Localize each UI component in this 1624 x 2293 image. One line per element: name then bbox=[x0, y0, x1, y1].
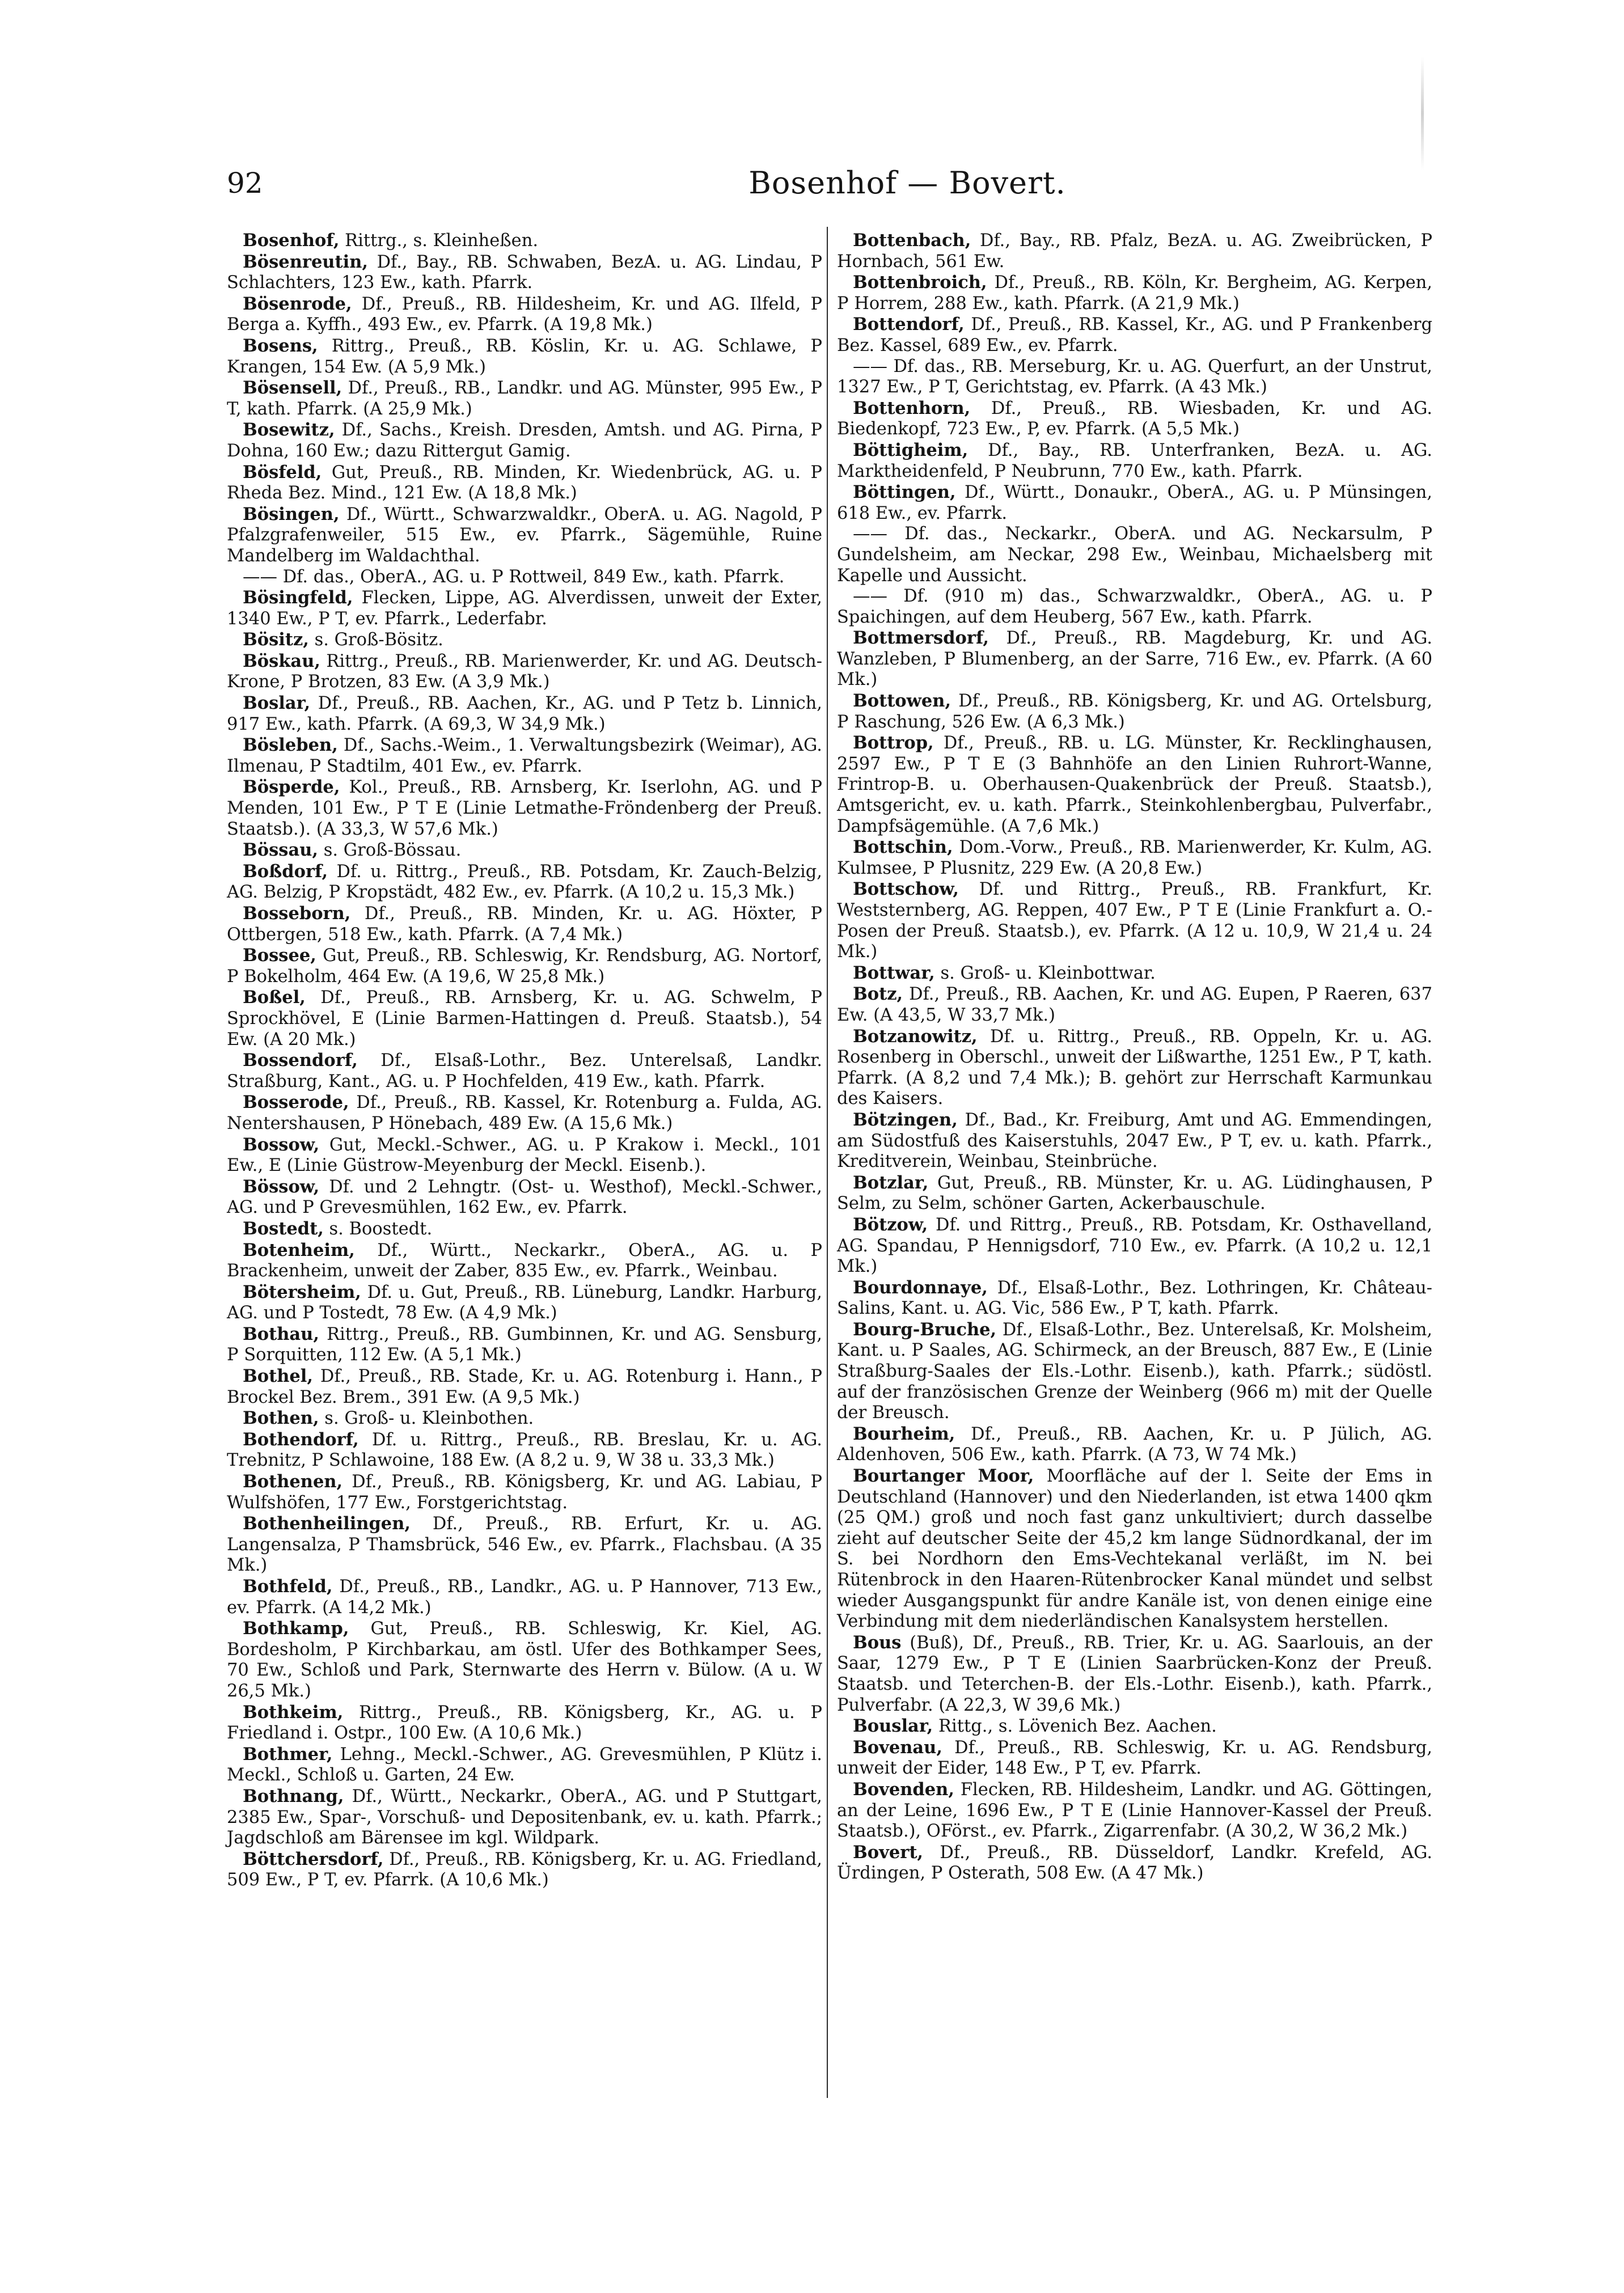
gazetteer-entry bbox=[837, 1277, 1432, 1319]
column-divider bbox=[827, 227, 828, 2098]
entry-headword: Bösleben, bbox=[243, 735, 338, 756]
entry-headword: Bourdonnaye, bbox=[853, 1277, 988, 1298]
gazetteer-entry bbox=[227, 1050, 822, 1092]
gazetteer-entry bbox=[227, 378, 822, 420]
entry-text: —— Df. das., OberA., AG. u. P Rottweil, 849 Ew., kath. Pfarrk. bbox=[243, 566, 785, 587]
gazetteer-entry bbox=[227, 629, 822, 651]
entry-text: Dom.-Vorw., Preuß., RB. Marienwerder, Kr. Kulm, AG. Kulmsee, P Plusnitz, 229 Ew. (A 20,8 Ew.) bbox=[837, 837, 1432, 878]
entry-text: s. Groß- u. Kleinbothen. bbox=[319, 1408, 534, 1429]
entry-headword: Bosewitz, bbox=[243, 420, 335, 441]
entry-text: Rittrg., s. Kleinheßen. bbox=[339, 231, 539, 251]
entry-text: Df., Bay., RB. Pfalz, BezA. u. AG. Zweibrücken, P Hornbach, 561 Ew. bbox=[837, 231, 1432, 272]
entry-text: Df., Elsaß-Lothr., Bez. Unterelsaß, Kr. Molsheim, Kant. u. P Saales, AG. Schirmeck, an der Breusch, 887 Ew., E (Linie Straßburg-Saales der Els.-Lothr. Eisenb.), kath. Pfarrk.; südöstl. auf der französischen Grenze der Weinberg (966 m) mit der Quelle der Breusch. bbox=[837, 1319, 1432, 1423]
entry-text: Df., Preuß., RB. Wiesbaden, Kr. und AG. Biedenkopf, 723 Ew., P, ev. Pfarrk. (A 5,5 Mk.) bbox=[837, 398, 1432, 439]
entry-text: Df., Preuß., RB. Minden, Kr. u. AG. Höxter, P Ottbergen, 518 Ew., kath. Pfarrk. (A 7,4 Mk.) bbox=[227, 904, 822, 945]
gazetteer-entry bbox=[227, 504, 822, 567]
entry-text: Df., Preuß., RB. Aachen, Kr., AG. und P Tetz b. Linnich, 917 Ew., kath. Pfarrk. (A 69,3, W 34,9 Mk.) bbox=[227, 693, 822, 734]
entry-headword: Bosens, bbox=[243, 335, 318, 356]
entry-text: Df., Preuß., RB. Königsberg, Kr. und AG. Labiau, P Wulfshöfen, 177 Ew., Forstgerichtstag. bbox=[227, 1472, 822, 1513]
entry-text: (Buß), Df., Preuß., RB. Trier, Kr. u. AG. Saarlouis, an der Saar, 1279 Ew., P T E (Linien Saarbrücken-Konz der Preuß. Staatsb. und Teterchen-B. der Els.-Lothr. Eisenb.), kath. Pfarrk., Pulverfabr. (A 22,3, W 39,6 Mk.) bbox=[837, 1632, 1432, 1715]
entry-text: Df., Preuß., RB., Landkr. und AG. Münster, 995 Ew., P T, kath. Pfarrk. (A 25,9 Mk.) bbox=[227, 378, 822, 419]
entry-text: Lehng., Meckl.-Schwer., AG. Grevesmühlen, P Klütz i. Meckl., Schloß u. Garten, 24 Ew. bbox=[227, 1744, 822, 1786]
right-column bbox=[837, 230, 1432, 1884]
entry-headword: Bovenden, bbox=[853, 1779, 954, 1800]
entry-text: Df., Preuß., RB. Königsberg, Kr. und AG. Ortelsburg, P Raschung, 526 Ew. (A 6,3 Mk.) bbox=[837, 691, 1432, 732]
entry-headword: Bosenhof, bbox=[243, 230, 340, 251]
gazetteer-entry bbox=[837, 879, 1432, 962]
entry-text: Df., Preuß., RB. Hildesheim, Kr. und AG. Ilfeld, P Berga a. Kyffh., 493 Ew., ev. Pfarrk. (A 19,8 Mk.) bbox=[227, 294, 822, 335]
entry-text: Df., Elsaß-Lothr., Bez. Unterelsaß, Landkr. Straßburg, Kant., AG. u. P Hochfelden, 419 Ew., kath. Pfarrk. bbox=[227, 1051, 822, 1091]
entry-headword: Bössau, bbox=[243, 840, 319, 861]
gazetteer-entry bbox=[227, 1092, 822, 1134]
left-column bbox=[227, 230, 822, 1891]
entry-headword: Bothel, bbox=[243, 1366, 313, 1387]
entry-headword: Bothenen, bbox=[243, 1471, 343, 1492]
gazetteer-entry bbox=[837, 628, 1432, 691]
gazetteer-entry bbox=[227, 945, 822, 987]
entry-text: s. Groß-Bösitz. bbox=[308, 630, 443, 650]
entry-headword: Bothendorf, bbox=[243, 1429, 359, 1450]
entry-headword: Bovenau, bbox=[853, 1737, 942, 1758]
gazetteer-entry bbox=[837, 314, 1432, 356]
entry-text: Df., Preuß., RB. Aachen, Kr. u. P Jülich, AG. Aldenhoven, 506 Ew., kath. Pfarrk. (A 73, W 74 Mk.) bbox=[837, 1424, 1432, 1465]
entry-headword: Bössow, bbox=[243, 1176, 320, 1197]
gazetteer-entry bbox=[227, 987, 822, 1050]
gazetteer-entry bbox=[837, 586, 1432, 628]
entry-text: Df., Preuß., RB. Magdeburg, Kr. und AG. Wanzleben, P Blumenberg, an der Sarre, 716 Ew., ev. Pfarrk. (A 60 Mk.) bbox=[837, 628, 1432, 690]
entry-headword: Bötzow, bbox=[853, 1214, 928, 1235]
entry-headword: Bouslar, bbox=[853, 1716, 933, 1737]
entry-headword: Bösingen, bbox=[243, 504, 340, 524]
entry-headword: Bötzingen, bbox=[853, 1109, 958, 1130]
gazetteer-entry bbox=[227, 1282, 822, 1324]
entry-headword: Bottenhorn, bbox=[853, 397, 971, 418]
gazetteer-entry bbox=[837, 482, 1432, 524]
gazetteer-entry bbox=[837, 1632, 1432, 1716]
entry-text: Df., Bay., RB. Unterfranken, BezA. u. AG. Marktheidenfeld, P Neubrunn, 770 Ew., kath. Pfarrk. bbox=[837, 440, 1432, 481]
gazetteer-entry bbox=[227, 462, 822, 504]
entry-text: Df. und 2 Lehngtr. (Ost- u. Westhof), Meckl.-Schwer., AG. und P Grevesmühlen, 162 Ew., ev. Pfarrk. bbox=[227, 1177, 822, 1218]
gazetteer-entry bbox=[837, 272, 1432, 314]
entry-text: s. Groß-Bössau. bbox=[318, 840, 462, 861]
gazetteer-entry bbox=[837, 1173, 1432, 1215]
gazetteer-entry bbox=[837, 440, 1432, 482]
gazetteer-entry bbox=[837, 1424, 1432, 1466]
gazetteer-entry bbox=[837, 1737, 1432, 1779]
gazetteer-entry bbox=[227, 651, 822, 693]
entry-headword: Bothmer, bbox=[243, 1744, 333, 1765]
gazetteer-entry bbox=[837, 1842, 1432, 1884]
gazetteer-entry bbox=[837, 357, 1432, 398]
entry-headword: Boslar, bbox=[243, 693, 311, 714]
entry-headword: Bösensell, bbox=[243, 378, 342, 399]
entry-headword: Bösperde, bbox=[243, 777, 340, 798]
entry-headword: Böttingen, bbox=[853, 482, 956, 503]
entry-headword: Bothen, bbox=[243, 1408, 319, 1429]
gazetteer-entry bbox=[227, 1429, 822, 1471]
gazetteer-entry bbox=[227, 567, 822, 588]
entry-text: Df., Preuß., RB. Stade, Kr. u. AG. Rotenburg i. Hann., P Brockel Bez. Brem., 391 Ew. (A 9,5 Mk.) bbox=[227, 1367, 822, 1407]
gazetteer-entry bbox=[837, 1716, 1432, 1737]
entry-text: Df., Württ., Schwarzwaldkr., OberA. u. AG. Nagold, P Pfalzgrafenweiler, 515 Ew., ev. Pfarrk., Sägemühle, Ruine Mandelberg im Waldachthal. bbox=[227, 504, 822, 566]
entry-text: Df., Württ., Neckarkr., OberA., AG. u. P Brackenheim, unweit der Zaber, 835 Ew., ev. Pfarrk., Weinbau. bbox=[227, 1240, 822, 1281]
gazetteer-entry bbox=[837, 1026, 1432, 1110]
gazetteer-entry bbox=[227, 1513, 822, 1576]
gazetteer-entry bbox=[227, 1408, 822, 1429]
entry-text: Df., Preuß., RB. Königsberg, Kr. u. AG. Friedland, 509 Ew., P T, ev. Pfarrk. (A 10,6 Mk.) bbox=[227, 1849, 822, 1890]
gazetteer-entry bbox=[837, 1215, 1432, 1277]
entry-headword: Bourtanger Moor, bbox=[853, 1466, 1034, 1487]
entry-text: Df., Bay., RB. Schwaben, BezA. u. AG. Lindau, P Schlachters, 123 Ew., kath. Pfarrk. bbox=[227, 252, 822, 293]
entry-text: Df., Preuß., RB. Kassel, Kr. Rotenburg a. Fulda, AG. Nentershausen, P Hönebach, 489 Ew. (A 15,6 Mk.) bbox=[227, 1093, 822, 1133]
entry-headword: Bösenrode, bbox=[243, 293, 352, 314]
entry-text: Rittrg., Preuß., RB. Köslin, Kr. u. AG. Schlawe, P Krangen, 154 Ew. (A 5,9 Mk.) bbox=[227, 336, 822, 377]
entry-text: s. Boostedt. bbox=[323, 1219, 433, 1239]
entry-text: Df., Sachs.-Weim., 1. Verwaltungsbezirk (Weimar), AG. Ilmenau, P Stadtilm, 401 Ew., ev. Pfarrk. bbox=[227, 735, 822, 776]
entry-headword: Bottendorf, bbox=[853, 314, 965, 335]
gazetteer-entry bbox=[837, 963, 1432, 984]
entry-text: —— Df. das., Neckarkr., OberA. und AG. Neckarsulm, P Gundelsheim, am Neckar, 298 Ew., Weinbau, Michaelsberg mit Kapelle und Aussicht. bbox=[837, 524, 1432, 586]
gazetteer-entry bbox=[227, 252, 822, 294]
gazetteer-entry bbox=[227, 1744, 822, 1786]
entry-text: Df., Preuß., RB. Köln, Kr. Bergheim, AG. Kerpen, P Horrem, 288 Ew., kath. Pfarrk. (A 21,9 Mk.) bbox=[837, 273, 1432, 314]
gazetteer-entry bbox=[837, 837, 1432, 879]
gazetteer-entry bbox=[837, 984, 1432, 1026]
entry-text: Df., Preuß., RB. Erfurt, Kr. u. AG. Langensalza, P Thamsbrück, 546 Ew., ev. Pfarrk., Flachsbau. (A 35 Mk.) bbox=[227, 1514, 822, 1576]
gazetteer-entry bbox=[837, 733, 1432, 837]
entry-headword: Bovert, bbox=[853, 1842, 924, 1863]
gazetteer-entry bbox=[227, 777, 822, 840]
entry-text: —— Df. (910 m) das., Schwarzwaldkr., OberA., AG. u. P Spaichingen, auf dem Heuberg, 567 Ew., kath. Pfarrk. bbox=[837, 586, 1432, 627]
gazetteer-entry bbox=[837, 691, 1432, 733]
gazetteer-entry bbox=[227, 587, 822, 629]
entry-headword: Bösfeld, bbox=[243, 462, 322, 483]
entry-headword: Bothfeld, bbox=[243, 1576, 333, 1597]
entry-headword: Bosseborn, bbox=[243, 903, 351, 924]
gazetteer-entry bbox=[837, 398, 1432, 440]
gazetteer-entry bbox=[837, 1110, 1432, 1173]
entry-headword: Bous bbox=[853, 1632, 902, 1653]
entry-headword: Bothkamp, bbox=[243, 1618, 349, 1639]
entry-headword: Bösitz, bbox=[243, 629, 309, 650]
gazetteer-entry bbox=[227, 1324, 822, 1366]
entry-headword: Bostedt, bbox=[243, 1218, 324, 1239]
entry-text: Df., Württ., Neckarkr., OberA., AG. und P Stuttgart, 2385 Ew., Spar-, Vorschuß- und Depositenbank, ev. u. kath. Pfarrk.; Jagdschloß am Bärensee im kgl. Wildpark. bbox=[227, 1786, 822, 1848]
entry-headword: Bösenreutin, bbox=[243, 251, 368, 272]
gazetteer-entry bbox=[227, 230, 822, 252]
entry-text: s. Groß- u. Kleinbottwar. bbox=[934, 963, 1156, 983]
entry-headword: Bothnang, bbox=[243, 1786, 344, 1807]
entry-headword: Bothau, bbox=[243, 1323, 319, 1344]
entry-text: Df., Elsaß-Lothr., Bez. Lothringen, Kr. Château-Salins, Kant. u. AG. Vic, 586 Ew., P T, kath. Pfarrk. bbox=[837, 1277, 1432, 1319]
gazetteer-entry bbox=[227, 1471, 822, 1513]
entry-headword: Böttigheim, bbox=[853, 439, 969, 460]
entry-text: Rittrg., Preuß., RB. Marienwerder, Kr. und AG. Deutsch-Krone, P Brotzen, 83 Ew. (A 3,9 Mk.) bbox=[227, 651, 822, 692]
entry-text: Gut, Meckl.-Schwer., AG. u. P Krakow i. Meckl., 101 Ew., E (Linie Güstrow-Meyenburg der Meckl. Eisenb.). bbox=[227, 1135, 822, 1176]
gazetteer-entry bbox=[837, 524, 1432, 586]
entry-text: Kol., Preuß., RB. Arnsberg, Kr. Iserlohn, AG. und P Menden, 101 Ew., P T E (Linie Letmathe-Fröndenberg der Preuß. Staatsb.). (A 33,3, W 57,6 Mk.) bbox=[227, 777, 822, 839]
entry-headword: Bourg-Bruche, bbox=[853, 1319, 997, 1340]
gazetteer-entry bbox=[227, 1702, 822, 1744]
entry-text: Gut, Preuß., RB. Schleswig, Kr. Kiel, AG. Bordesholm, P Kirchbarkau, am östl. Ufer des Bothkamper Sees, 70 Ew., Schloß und Park, Sternwarte des Herrn v. Bülow. (A u. W 26,5 Mk.) bbox=[227, 1619, 822, 1701]
entry-headword: Bothkeim, bbox=[243, 1702, 344, 1723]
entry-headword: Bottwar, bbox=[853, 962, 935, 983]
entry-text: Df. u. Gut, Preuß., RB. Lüneburg, Landkr. Harburg, AG. und P Tostedt, 78 Ew. (A 4,9 Mk.) bbox=[227, 1282, 822, 1323]
entry-text: Gut, Preuß., RB. Schleswig, Kr. Rendsburg, AG. Nortorf, P Bokelholm, 464 Ew. (A 19,6, W 25,8 Mk.) bbox=[227, 946, 822, 987]
gazetteer-entry bbox=[837, 230, 1432, 272]
entry-headword: Bossee, bbox=[243, 945, 316, 966]
entry-text: Df., Preuß., RB., Landkr., AG. u. P Hannover, 713 Ew., ev. Pfarrk. (A 14,2 Mk.) bbox=[227, 1577, 822, 1618]
entry-headword: Botzlar, bbox=[853, 1172, 929, 1193]
entry-text: Rittrg., Preuß., RB. Gumbinnen, Kr. und AG. Sensburg, P Sorquitten, 112 Ew. (A 5,1 Mk.) bbox=[227, 1324, 822, 1365]
entry-headword: Botenheim, bbox=[243, 1239, 355, 1260]
entry-headword: Bottenbach, bbox=[853, 230, 971, 251]
entry-text: Df. und Rittrg., Preuß., RB. Frankfurt, Kr. Weststernberg, AG. Reppen, 407 Ew., P T E (Linie Frankfurt a. O.-Posen der Preuß. Staatsb.), ev. Pfarrk. (A 12 u. 10,9, W 21,4 u. 24 Mk.) bbox=[837, 879, 1432, 962]
gazetteer-entry bbox=[227, 294, 822, 336]
entry-headword: Boßdorf, bbox=[243, 861, 328, 882]
entry-text: Df. u. Rittrg., Preuß., RB. Potsdam, Kr. Zauch-Belzig, AG. Belzig, P Kropstädt, 482 Ew., ev. Pfarrk. (A 10,2 u. 15,3 Mk.) bbox=[227, 861, 822, 903]
entry-headword: Bottmersdorf, bbox=[853, 628, 989, 649]
entry-text: Df., Preuß., RB. Aachen, Kr. und AG. Eupen, P Raeren, 637 Ew. (A 43,5, W 33,7 Mk.) bbox=[837, 984, 1432, 1025]
entry-text: Gut, Preuß., RB. Münster, Kr. u. AG. Lüdinghausen, P Selm, zu Selm, schöner Garten, Ackerbauschule. bbox=[837, 1173, 1432, 1214]
entry-text: Moorfläche auf der l. Seite der Ems in Deutschland (Hannover) und den Niederlanden, ist etwa 1400 qkm (25 QM.) groß und noch fast ganz unkultiviert; durch dasselbe zieht auf deutscher Seite der 45,2 km lange Südnordkanal, der im S. bei Nordhorn den Ems-Vechtekanal verläßt, im N. bei Rütenbrock in den Haaren-Rütenbrocker Kanal mündet und selbst wieder Ausgangspunkt für andre Kanäle ist, von denen einige eine Verbindung mit dem niederländischen Kanalsystem herstellen. bbox=[837, 1466, 1432, 1632]
entry-headword: Bothenheilingen, bbox=[243, 1513, 411, 1534]
entry-headword: Böskau, bbox=[243, 650, 320, 671]
gazetteer-entry bbox=[227, 840, 822, 861]
entry-text: Df., Preuß., RB. Schleswig, Kr. u. AG. Rendsburg, unweit der Eider, 148 Ew., P T, ev. Pfarrk. bbox=[837, 1737, 1432, 1779]
gazetteer-entry bbox=[227, 1618, 822, 1702]
entry-headword: Botzanowitz, bbox=[853, 1026, 978, 1047]
page-title: Bosenhof — Bovert. bbox=[748, 165, 1066, 201]
gazetteer-entry bbox=[837, 1466, 1432, 1632]
gazetteer-entry bbox=[227, 1219, 822, 1240]
entry-headword: Bösingfeld, bbox=[243, 587, 353, 608]
entry-text: Rittrg., Preuß., RB. Königsberg, Kr., AG. u. P Friedland i. Ostpr., 100 Ew. (A 10,6 Mk.) bbox=[227, 1702, 822, 1744]
entry-text: Df., Preuß., RB. u. LG. Münster, Kr. Recklinghausen, 2597 Ew., P T E (3 Bahnhöfe an den Linien Ruhrort-Wanne, Frintrop-B. u. Oberhausen-Quakenbrück der Preuß. Staatsb.), Amtsgericht, ev. u. kath. Pfarrk., Steinkohlenbergbau, Pulverfabr., Dampfsägemühle. (A 7,6 Mk.) bbox=[837, 733, 1432, 836]
entry-text: Df. u. Rittrg., Preuß., RB. Breslau, Kr. u. AG. Trebnitz, P Schlawoine, 188 Ew. (A 8,2 u. 9, W 38 u. 33,3 Mk.) bbox=[227, 1429, 822, 1471]
gazetteer-entry bbox=[837, 1779, 1432, 1842]
entry-headword: Botz, bbox=[853, 984, 903, 1005]
entry-headword: Bottenbroich, bbox=[853, 272, 987, 293]
entry-headword: Bottschin, bbox=[853, 837, 953, 858]
gazetteer-entry bbox=[227, 1177, 822, 1219]
gazetteer-entry bbox=[227, 1849, 822, 1891]
gazetteer-entry bbox=[227, 1135, 822, 1177]
entry-text: Df., Preuß., RB. Kassel, Kr., AG. und P Frankenberg Bez. Kassel, 689 Ew., ev. Pfarrk. bbox=[837, 315, 1432, 356]
gazetteer-entry bbox=[837, 1319, 1432, 1424]
gazetteer-entry bbox=[227, 336, 822, 378]
gazetteer-entry bbox=[227, 1240, 822, 1282]
entry-text: Rittg., s. Lövenich Bez. Aachen. bbox=[933, 1716, 1217, 1737]
gazetteer-entry bbox=[227, 1366, 822, 1408]
gazetteer-entry bbox=[227, 420, 822, 462]
scan-edge-mark bbox=[1421, 57, 1424, 170]
entry-headword: Bossow, bbox=[243, 1134, 320, 1155]
page-number: 92 bbox=[227, 167, 263, 200]
entry-text: Df., Preuß., RB. Düsseldorf, Landkr. Krefeld, AG. Ürdingen, P Osterath, 508 Ew. (A 47 Mk.) bbox=[837, 1842, 1432, 1884]
entry-text: —— Df. das., RB. Merseburg, Kr. u. AG. Querfurt, an der Unstrut, 1327 Ew., P T, Gerichtstag, ev. Pfarrk. (A 43 Mk.) bbox=[837, 356, 1432, 397]
gazetteer-entry bbox=[227, 861, 822, 903]
entry-text: Df., Sachs., Kreish. Dresden, Amtsh. und AG. Pirna, P Dohna, 160 Ew.; dazu Rittergut Gamig. bbox=[227, 420, 822, 461]
gazetteer-entry bbox=[227, 1786, 822, 1849]
entry-headword: Bosserode, bbox=[243, 1092, 349, 1113]
entry-text: Df., Preuß., RB. Arnsberg, Kr. u. AG. Schwelm, P Sprockhövel, E (Linie Barmen-Hattingen d. Preuß. Staatsb.), 54 Ew. (A 20 Mk.) bbox=[227, 988, 822, 1050]
entry-text: Df., Württ., Donaukr., OberA., AG. u. P Münsingen, 618 Ew., ev. Pfarrk. bbox=[837, 483, 1432, 523]
entry-headword: Bötersheim, bbox=[243, 1281, 361, 1302]
entry-headword: Bottrop, bbox=[853, 733, 934, 754]
gazetteer-entry bbox=[227, 1576, 822, 1618]
entry-text: Gut, Preuß., RB. Minden, Kr. Wiedenbrück, AG. u. P Rheda Bez. Mind., 121 Ew. (A 18,8 Mk.) bbox=[227, 462, 822, 504]
entry-headword: Bottowen, bbox=[853, 691, 951, 712]
gazetteer-entry bbox=[227, 735, 822, 777]
entry-headword: Boßel, bbox=[243, 987, 306, 1008]
entry-headword: Bourheim, bbox=[853, 1423, 955, 1444]
entry-text: Df., Bad., Kr. Freiburg, Amt und AG. Emmendingen, am Südostfuß des Kaiserstuhls, 2047 Ew., P T, ev. u. kath. Pfarrk., Kreditverein, Weinbau, Steinbrüche. bbox=[837, 1110, 1432, 1172]
entry-text: Flecken, RB. Hildesheim, Landkr. und AG. Göttingen, an der Leine, 1696 Ew., P T E (Linie Hannover-Kassel der Preuß. Staatsb.), OFörst., ev. Pfarrk., Zigarrenfabr. (A 30,2, W 36,2 Mk.) bbox=[837, 1779, 1432, 1842]
entry-text: Df. und Rittrg., Preuß., RB. Potsdam, Kr. Osthavelland, AG. Spandau, P Hennigsdorf, 710 Ew., ev. Pfarrk. (A 10,2 u. 12,1 Mk.) bbox=[837, 1215, 1432, 1277]
entry-text: Flecken, Lippe, AG. Alverdissen, unweit der Exter, 1340 Ew., P T, ev. Pfarrk., Lederfabr. bbox=[227, 588, 822, 629]
gazetteer-entry bbox=[227, 903, 822, 945]
entry-text: Df. u. Rittrg., Preuß., RB. Oppeln, Kr. u. AG. Rosenberg in Oberschl., unweit der Lißwarthe, 1251 Ew., P T, kath. Pfarrk. (A 8,2 und 7,4 Mk.); B. gehört zur Herrschaft Karmunkau des Kaisers. bbox=[837, 1026, 1432, 1109]
entry-headword: Bossendorf, bbox=[243, 1050, 358, 1071]
entry-headword: Böttchersdorf, bbox=[243, 1848, 384, 1869]
entry-headword: Bottschow, bbox=[853, 879, 959, 900]
gazetteer-entry bbox=[227, 693, 822, 735]
